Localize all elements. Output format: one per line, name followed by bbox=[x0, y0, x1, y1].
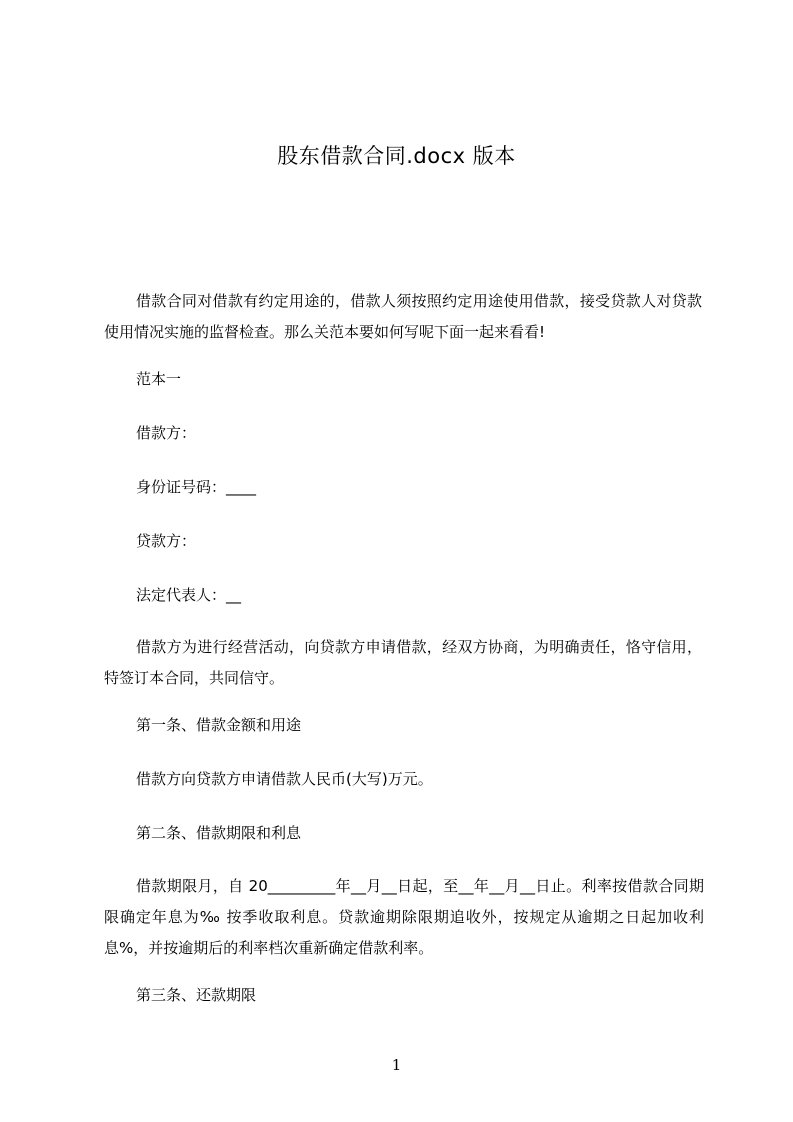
lender-label: 贷款方： bbox=[136, 532, 197, 550]
sample-heading: 范本一 bbox=[136, 370, 182, 388]
article3-heading: 第三条、还款期限 bbox=[136, 986, 257, 1004]
article2-body: 借款期限月，自 20_________年__月__日起，至__年__月__日止。利率按借款合同期限确定年息为‰ 按季收取利息。贷款逾期除限期追收外，按规定从逾期之日起加收利息%，并按逾期后的利率档次重新确定借款利率。 bbox=[104, 877, 704, 957]
page-number: 1 bbox=[391, 1056, 402, 1074]
article2-heading: 第二条、借款期限和利息 bbox=[136, 824, 302, 842]
intro-paragraph: 借款合同对借款有约定用途的，借款人须按照约定用途使用借款，接受贷款人对贷款使用情况实施的监督检查。那么关范本要如何写呢下面一起来看看! bbox=[104, 292, 702, 341]
document-title: 股东借款合同.docx 版本 bbox=[277, 144, 516, 168]
legal-representative-label: 法定代表人：__ bbox=[136, 586, 242, 604]
borrower-label: 借款方： bbox=[136, 424, 197, 442]
article1-heading: 第一条、借款金额和用途 bbox=[136, 716, 302, 734]
article1-body: 借款方向贷款方申请借款人民币(大写)万元。 bbox=[136, 770, 433, 788]
preamble-paragraph: 借款方为进行经营活动，向贷款方申请借款，经双方协商，为明确责任，恪守信用，特签订本合同，共同信守。 bbox=[104, 638, 702, 687]
id-number-label: 身份证号码：____ bbox=[136, 478, 257, 496]
